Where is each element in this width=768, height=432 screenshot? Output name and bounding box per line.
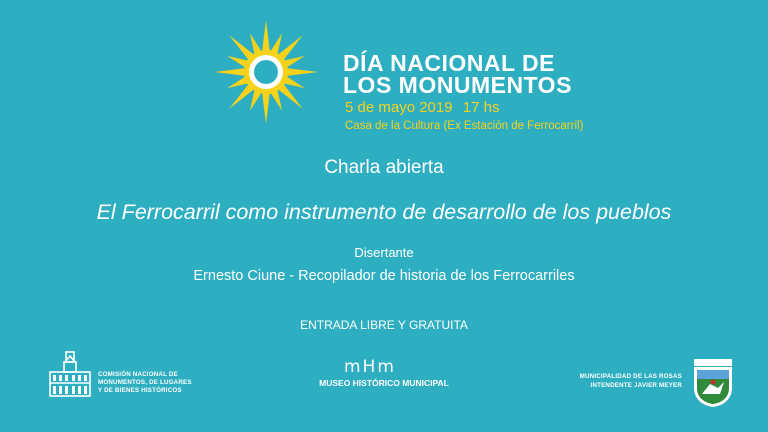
entry-notice: ENTRADA LIBRE Y GRATUITA [300,318,468,332]
cabildo-icon [48,350,92,398]
municipality-mayor: INTENDENTE JAVIER MEYER [590,382,682,389]
sun-ray [262,92,270,124]
sun-ray [286,68,318,76]
talk-label: Charla abierta [324,157,444,178]
event-time: 17 hs [462,99,500,116]
museum-logo-mark: mHm [344,357,396,377]
cnm-text-line-2: MONUMENTOS, DE LUGARES [98,379,192,386]
cnm-text-line-3: Y DE BIENES HISTÓRICOS [98,387,182,394]
sun-ray [214,68,246,76]
event-date-time [345,99,499,116]
speaker-name: Ernesto Ciune - Recopilador de historia de los Ferrocarriles [193,268,575,284]
cnm-text-line-1: COMISIÓN NACIONAL DE [98,371,178,378]
speaker-label: Disertante [354,245,414,260]
sun-ray [262,20,270,52]
museum-name: MUSEO HISTÓRICO MUNICIPAL [319,378,449,388]
event-title-line-2: LOS MONUMENTOS [343,72,572,98]
talk-title: El Ferrocarril como instrumento de desarrollo de los pueblos [96,200,672,224]
sun-logo-icon [212,18,320,126]
event-title-line-1: DÍA NACIONAL DE [343,50,555,76]
event-date: 5 de mayo 2019 [345,99,453,116]
municipality-name: MUNICIPALIDAD DE LAS ROSAS [579,373,682,380]
event-venue: Casa de la Cultura (Ex Estación de Ferrocarril) [345,120,584,132]
municipal-shield-icon [690,358,736,408]
